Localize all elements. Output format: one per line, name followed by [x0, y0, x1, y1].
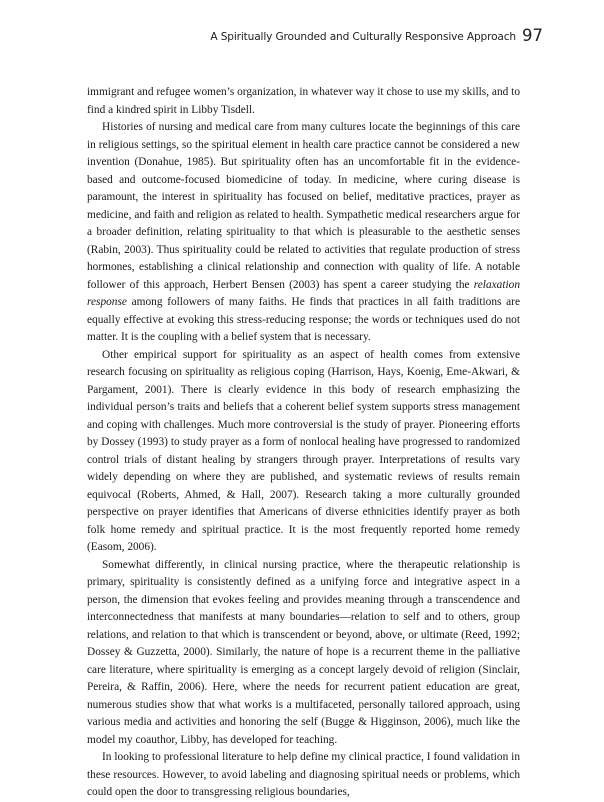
running-header-title: A Spiritually Grounded and Culturally Responsive Approach — [210, 31, 516, 43]
paragraph-clinical-nursing: Somewhat differently, in clinical nursing practice, where the therapeutic relationship is primary, spirituality is consistently defined as a unifying force and integrative aspect in a person, the dimension that evokes feeling and provides meaning through a transcendence and interconnectedness that manifests at many boundaries—relation to self and to others, group relations, and relation to that which is transcendent or beyond, above, or ultimate (Reed, 1992; Dossey & Guzzetta, 2000). Similarly, the nature of hope is a recurrent theme in the palliative care literature, where spirituality is emerging as a concept largely devoid of religion (Sinclair, Pereira, & Raffin, 2006). Here, where the needs for recurrent patient education are great, numerous studies show that what works is a multifaceted, personally tailored approach, using various media and activities and honoring the self (Bugge & Higginson, 2006), much like the model my coauthor, Libby, has developed for teaching. — [87, 558, 520, 746]
paragraph-continuation: immigrant and refugee women’s organization, in whatever way it chose to use my skills, and to find a kindred spirit in Libby Tisdell. — [87, 86, 520, 116]
page-number: 97 — [522, 26, 543, 45]
paragraph-text: Histories of nursing and medical care from many cultures locate the beginnings of this care in religious settings, so the spiritual element in health care practice cannot be considered a new invention (Donahue, 1985). But spirituality often has an uncomfortable fit in the evidence-based and outcome-focused biomedicine of today. In medicine, where curing disease is paramount, the interest in spirituality has focused on belief, meditative practices, prayer as medicine, and faith and religion as related to health. Sympathetic medical researchers argue for a broader definition, relating spirituality to that which is pleasurable to the aesthetic senses (Rabin, 2003). Thus spirituality could be related to activities that regulate production of stress hormones, establishing a clinical relationship and connection with quality of life. A notable follower of this approach, Herbert Bensen (2003) has spent a career studying the — [87, 121, 520, 291]
paragraph-professional-literature: In looking to professional literature to help define my clinical practice, I found validation in these resources. However, to avoid labeling and diagnosing spiritual needs or problems, which could open the door to transgressing religious boundaries, — [87, 751, 520, 798]
emphasized-term: relaxation response — [87, 278, 520, 308]
paragraph-empirical-support: Other empirical support for spirituality as an aspect of health comes from extensive research focusing on spirituality as religious coping (Harrison, Hays, Koenig, Eme-Akwari, & Pargament, 2001). There is clearly evidence in this body of research emphasizing the individual person’s traits and beliefs that a coherent belief system supports stress management and coping with challenges. Much more controversial is the study of prayer. Pioneering efforts by Dossey (1993) to study prayer as a form of nonlocal healing have progressed to randomized control trials of distant healing by strangers through prayer. Interpretations of results vary widely depending on where they are published, and systematic reviews of results remain equivocal (Roberts, Ahmed, & Hall, 2007). Research taking a more culturally grounded perspective on prayer identifies that Americans of diverse ethnicities identify prayer as both folk home remedy and spiritual practice. It is the most frequently reported home remedy (Easom, 2006). — [87, 348, 520, 553]
paragraph-histories — [87, 119, 520, 347]
body-text — [87, 84, 520, 802]
paragraph-text: among followers of many faiths. He finds that practices in all faith traditions are equally effective at evoking this stress-reducing response; the words or techniques used do not matter. It is the coupling with a belief system that is necessary. — [87, 296, 520, 343]
